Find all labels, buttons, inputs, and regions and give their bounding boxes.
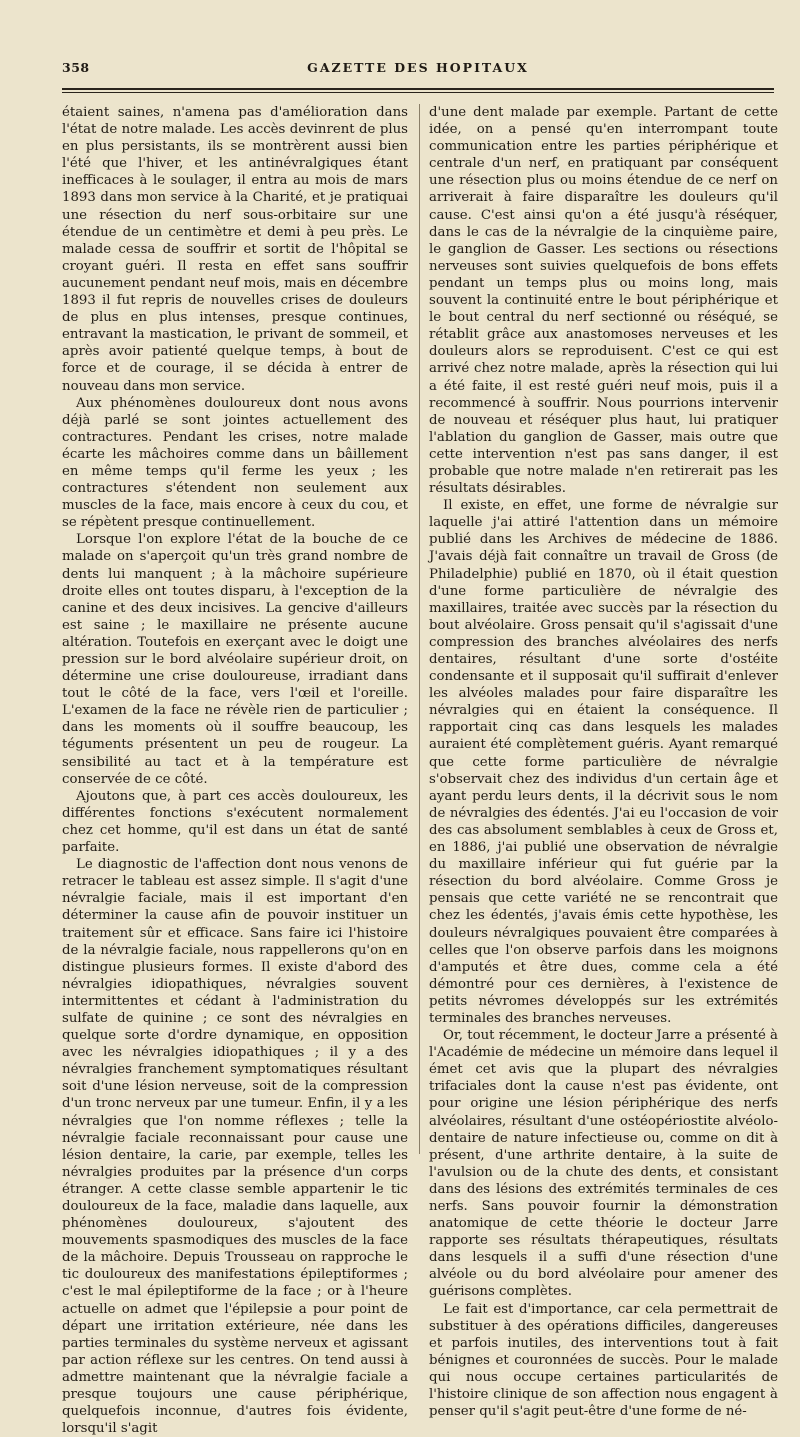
- journal-title: GAZETTE DES HOPITAUX: [307, 60, 529, 75]
- header-rule: [62, 88, 774, 93]
- paragraph: Il existe, en effet, une forme de névralgie sur laquelle j'ai attiré l'attention dans un mémoire publié dans les Archives de médecine de 1886. J'avais déjà fait connaître un travail de Gross (de Philadelphie) publié en 1870, où il était question d'une forme particulière de névralgie des maxillaires, traitée avec succès par la résection du bout alvéolaire. Gross pensait qu'il s'agissait d'une compression des branches alvéolaires des nerfs dentaires, résultant d'une sorte d'ostéite condensante et il supposait qu'il suffirait d'enlever les alvéoles malades pour faire disparaître les névralgies qui en étaient la conséquence. Il rapportait cinq cas dans lesquels les malades auraient été complètement guéris. Ayant remarqué que cette forme particulière de névralgie s'observait chez des individus d'un certain âge et ayant perdu leurs dents, il la décrivit sous le nom de névralgies des édentés. J'ai eu l'occasion de voir des cas absolument semblables à ceux de Gross et, en 1886, j'ai publié une observation de névralgie du maxillaire inférieur qui fut guérie par la résection du bord alvéolaire. Comme Gross je pensais que cette variété ne se rencontrait que chez les édentés, j'avais émis cette hypothèse, les douleurs névralgiques pouvaient être comparées à celles que l'on observe parfois dans les moignons d'amputés et être dues, comme cela a été démontré pour ces dernières, à l'existence de petits névromes développés sur les extrémités terminales des branches nerveuses.: [429, 498, 778, 1026]
- paragraph: étaient saines, n'amena pas d'amélioration dans l'état de notre malade. Les accès devinrent de plus en plus persistants, ils se montrèrent aussi bien l'été que l'hiver, et les antinévralgiques étant inefficaces à le soulager, il entra au mois de mars 1893 dans mon service à la Charité, et je pratiquai une résection du nerf sous-orbitaire sur une étendue de un centimètre et demi à peu près. Le malade cessa de souffrir et sortit de l'hôpital se croyant guéri. Il resta en effet sans souffrir aucunement pendant neuf mois, mais en décembre 1893 il fut repris de nouvelles crises de douleurs de plus en plus intenses, presque continues, entravant la mastication, le privant de sommeil, et après avoir patienté quelque temps, à bout de force et de courage, il se décida à entrer de nouveau dans mon service.: [62, 105, 408, 394]
- paragraph: Lorsque l'on explore l'état de la bouche de ce malade on s'aperçoit qu'un très grand nombre de dents lui manquent ; à la mâchoire supérieure droite elles ont toutes disparu, à l'exception de la canine et des deux incisives. La gencive d'ailleurs est saine ; le maxillaire ne présente aucune altération. Toutefois en exerçant avec le doigt une pression sur le bord alvéolaire supérieur droit, on détermine une crise douloureuse, irradiant dans tout le côté de la face, vers l'œil et l'oreille. L'examen de la face ne révèle rien de particulier ; dans les moments où il souffre beaucoup, les téguments présentent un peu de rougeur. La sensibilité au tact et à la température est conservée de ce côté.: [62, 532, 408, 787]
- paragraph: Or, tout récemment, le docteur Jarre a présenté à l'Académie de médecine un mémoire dans lequel il émet cet avis que la plupart des névralgies trifaciales dont la cause n'est pas évidente, ont pour origine une lésion périphérique des nerfs alvéolaires, résultant d'une ostéopériostite alvéolo-dentaire de nature infectieuse ou, comme on dit à présent, d'une arthrite dentaire, à la suite de l'avulsion ou de la chute des dents, et consistant dans des lésions des extrémités terminales de ces nerfs. Sans pouvoir fournir la démonstration anatomique de cette théorie le docteur Jarre rapporte ses résultats thérapeutiques, résultats dans lesquels il a suffi d'une résection d'une alvéole ou du bord alvéolaire pour amener des guérisons complètes.: [429, 1028, 778, 1300]
- column-divider: [419, 104, 420, 1154]
- page-header: [62, 60, 774, 82]
- paragraph: Aux phénomènes douloureux dont nous avons déjà parlé se sont jointes actuellement des contractures. Pendant les crises, notre malade écarte les mâchoires comme dans un bâillement en même temps qu'il ferme les yeux ; les contractures s'étendent non seulement aux muscles de la face, mais encore à ceux du cou, et se répètent presque continuellement.: [62, 395, 408, 531]
- paragraph: Le fait est d'importance, car cela permettrait de substituer à des opérations difficiles, dangereuses et parfois inutiles, des interventions tout à fait bénignes et couronnées de succès. Pour le malade qui nous occupe certaines particularités de l'histoire clinique de son affection nous engagent à penser qu'il s'agit peut-être d'une forme de né-: [429, 1301, 778, 1420]
- left-column: [62, 104, 408, 1437]
- paragraph: Le diagnostic de l'affection dont nous venons de retracer le tableau est assez simple. Il s'agit d'une névralgie faciale, mais il est important d'en déterminer la cause afin de pouvoir instituer un traitement sûr et efficace. Sans faire ici l'histoire de la névralgie faciale, nous rappellerons qu'on en distingue plusieurs formes. Il existe d'abord des névralgies idiopathiques, névralgies souvent intermittentes et cédant à l'administration du sulfate de quinine ; ce sont des névralgies en quelque sorte d'ordre dynamique, en opposition avec les névralgies idiopathiques ; il y a des névralgies franchement symptomatiques résultant soit d'une lésion nerveuse, soit de la compression d'un tronc nerveux par une tumeur. Enfin, il y a les névralgies que l'on nomme réflexes ; telle la névralgie faciale reconnaissant pour cause une lésion dentaire, la carie, par exemple, telles les névralgies produites par la présence d'un corps étranger. A cette classe semble appartenir le tic douloureux de la face, maladie dans laquelle, aux phénomènes douloureux, s'ajoutent des mouvements spasmodiques des muscles de la face de la mâchoire. Depuis Trousseau on rapproche le tic douloureux des manifestations épileptiformes ; c'est le mal épileptiforme de la face ; or à l'heure actuelle on admet que l'épilepsie a pour point de départ une irritation extérieure, née dans les parties terminales du système nerveux et agissant par action réflexe sur les centres. On tend aussi à admettre maintenant que la névralgie faciale a presque toujours une cause périphérique, quelquefois inconnue, d'autres fois évidente, lorsqu'il s'agit: [62, 857, 408, 1437]
- page-number: 358: [62, 60, 90, 75]
- paragraph: d'une dent malade par exemple. Partant de cette idée, on a pensé qu'en interrompant toute communication entre les parties périphérique et centrale d'un nerf, en pratiquant par conséquent une résection plus ou moins étendue de ce nerf on arriverait à faire disparaître les douleurs qu'il cause. C'est ainsi qu'on a été jusqu'à réséquer, dans le cas de la névralgie de la cinquième paire, le ganglion de Gasser. Les sections ou résections nerveuses sont suivies quelquefois de bons effets pendant un temps plus ou moins long, mais souvent la continuité entre le bout périphérique et le bout central du nerf sectionné ou réséqué, se rétablit grâce aux anastomoses nerveuses et les douleurs alors se reproduisent. C'est ce qui est arrivé chez notre malade, après la résection qui lui a été faite, il est resté guéri neuf mois, puis il a recommencé à souffrir. Nous pourrions intervenir de nouveau et réséquer plus haut, lui pratiquer l'ablation du ganglion de Gasser, mais outre que cette intervention n'est pas sans danger, il est probable que notre malade n'en retirerait pas les résultats désirables.: [429, 105, 778, 497]
- right-column: [429, 104, 778, 1420]
- paragraph: Ajoutons que, à part ces accès douloureux, les différentes fonctions s'exécutent normalement chez cet homme, qu'il est dans un état de santé parfaite.: [62, 788, 408, 856]
